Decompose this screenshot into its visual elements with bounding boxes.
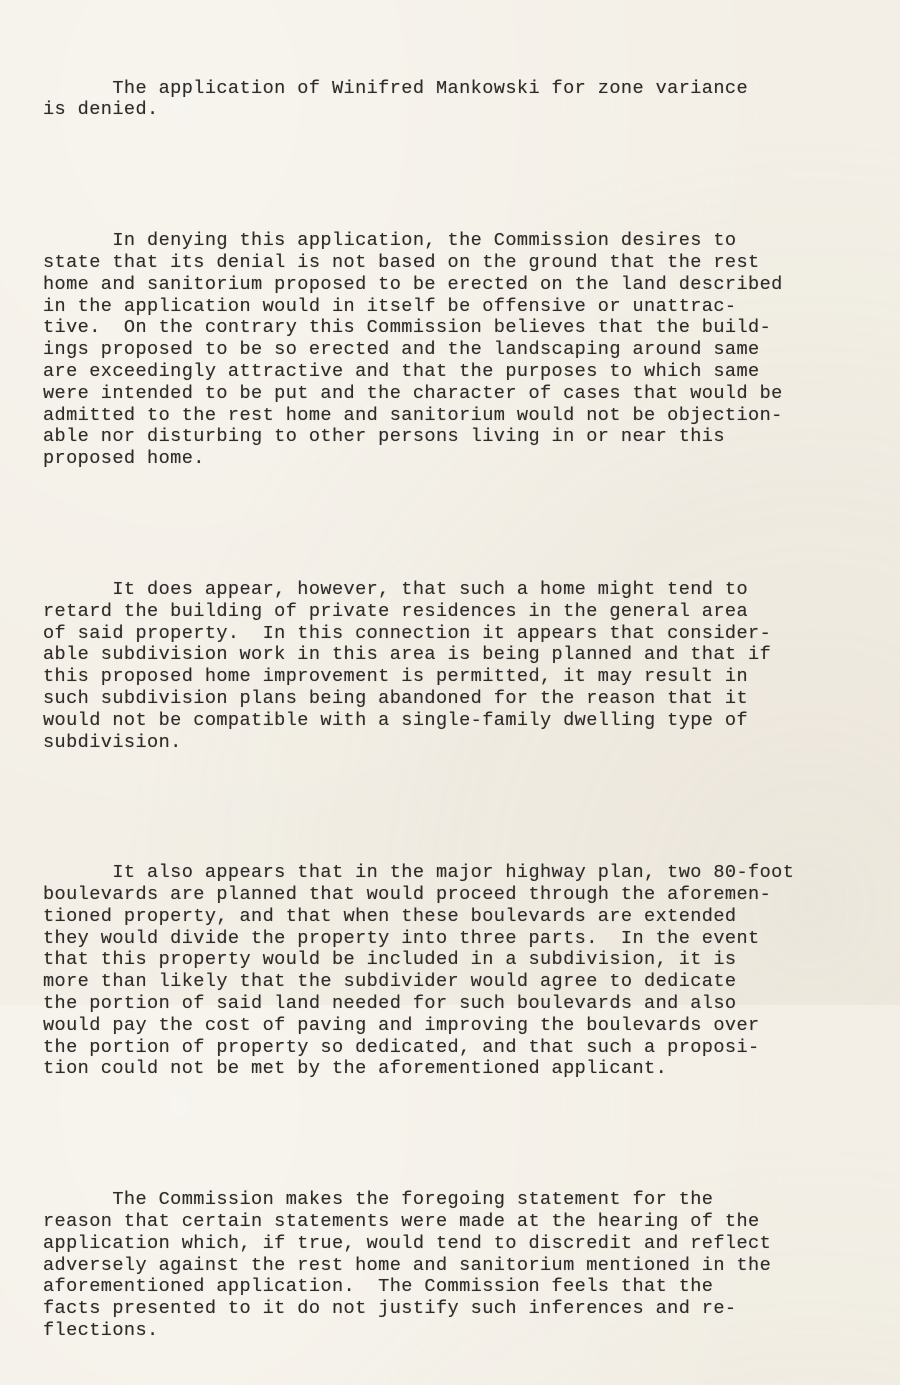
paragraph-spacer bbox=[43, 514, 794, 536]
paragraph-residential-impact: It does appear, however, that such a home might tend to retard the building of private residences in the general area of said property. In this connection it appears that consider- able subdivision work in this area is being planned and that if this proposed home improvement is permitted, it may result in such subdivision plans being abandoned for the reason that it would not be compatible with a single-family dwelling type of subdivision. bbox=[43, 578, 772, 753]
paragraph-spacer bbox=[43, 165, 794, 187]
paragraph-spacer bbox=[43, 797, 794, 819]
paragraph-closing-statement: The Commission makes the foregoing statement for the reason that certain statements were made at the hearing of the application which, if true, would tend to discredit and reflect adversely against the rest home and sanitorium mentioned in the aforementioned application. The Commission feels that the facts presented to it do not justify such inferences and re- flections. bbox=[43, 1189, 772, 1342]
paragraph-highway-plan: It also appears that in the major highway plan, two 80-foot boulevards are planned that would proceed through the aforemen- tioned property, and that when these boulevards are extended they would divide the property into three parts. In the event that this property would be included in a subdivision, it is more than likely that the subdivider would agree to dedicate the portion of said land needed for such boulevards and also would pay the cost of paving and improving the boulevards over the portion of property so dedicated, and that such a proposi- tion could not be met by the aforementioned applicant. bbox=[43, 862, 795, 1080]
paragraph-reasoning: In denying this application, the Commission desires to state that its denial is not based on the ground that the rest home and sanitorium proposed to be erected on the land described in the application would in itself be offensive or unattrac- tive. On the contrary this Commission believes that the build- ings proposed to be so erected and the landscaping around same are exceedingly attractive and that the purposes to which same were intended to be put and the character of cases that would be admitted to the rest home and sanitorium would not be objection- able nor disturbing to other persons living in or near this proposed home. bbox=[43, 230, 783, 470]
paragraph-denial: The application of Winifred Mankowski for zone variance is denied. bbox=[43, 77, 749, 121]
paragraph-spacer bbox=[43, 1124, 794, 1146]
document-body bbox=[43, 34, 794, 1385]
